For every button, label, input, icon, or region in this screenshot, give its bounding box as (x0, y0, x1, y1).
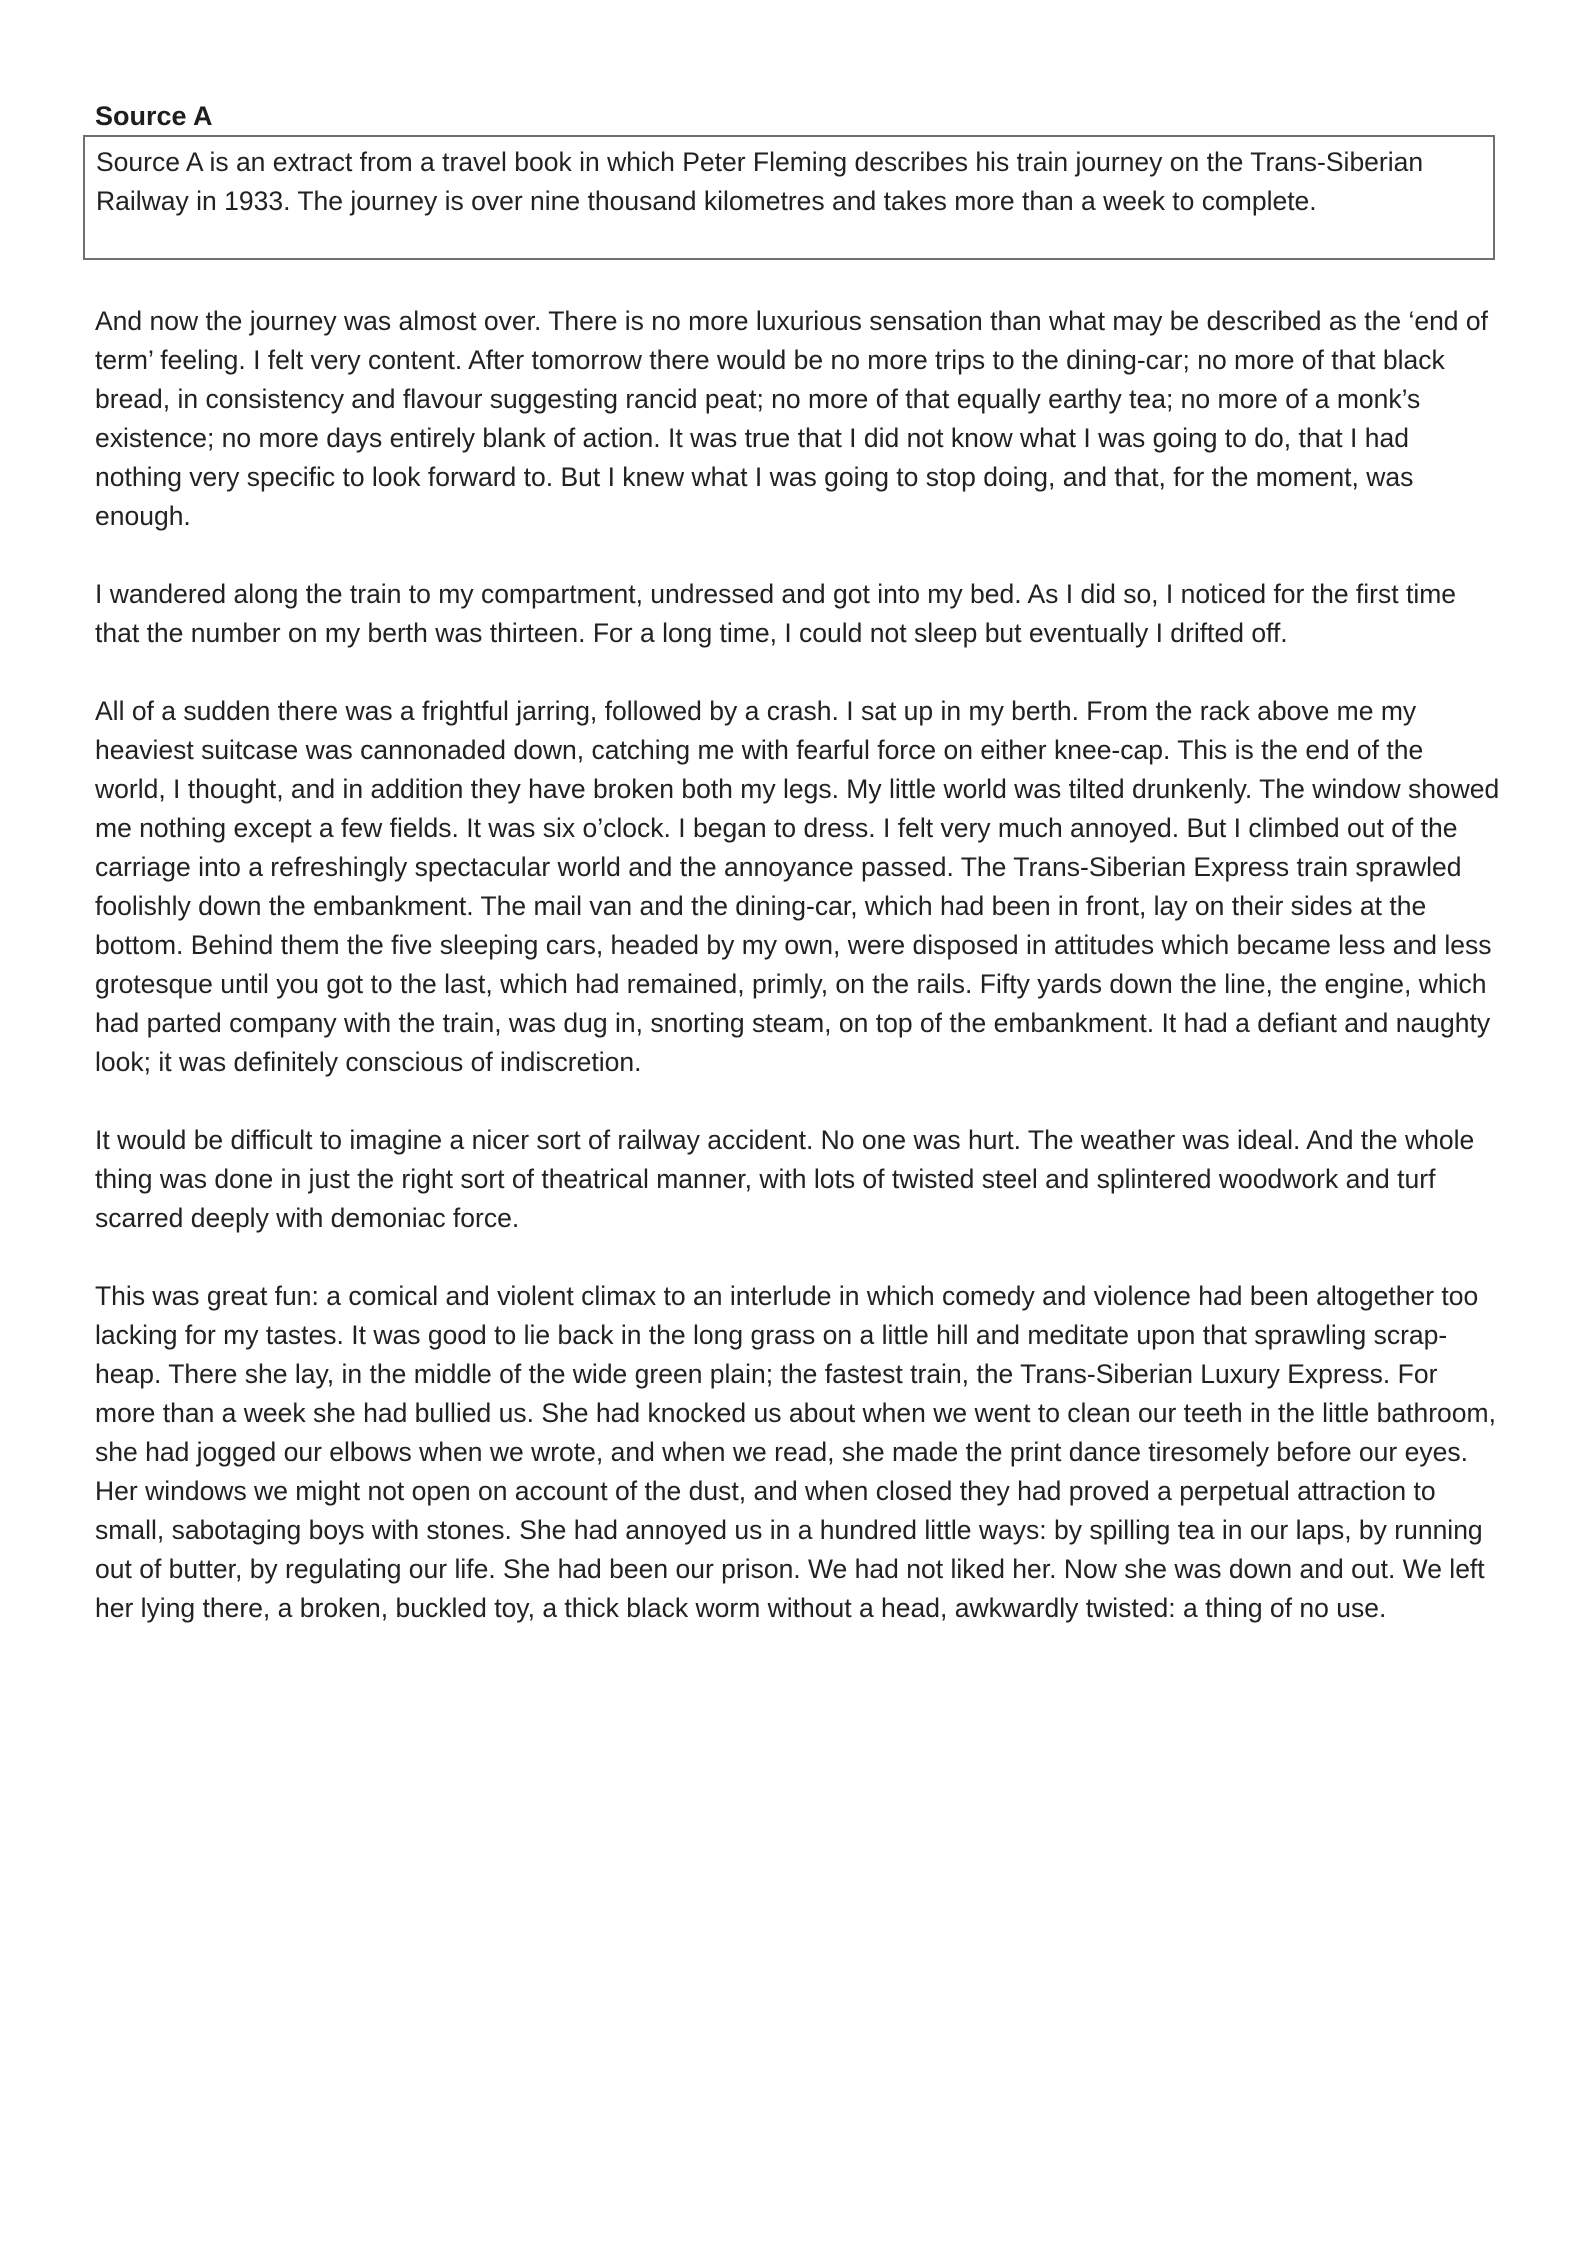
intro-text: Source A is an extract from a travel book in which Peter Fleming describes his train journey on the Trans-Siberian Railway in 1933. The journey is over nine thousand kilometres and takes more than a week to complete. (96, 147, 1424, 216)
source-heading: Source A (95, 101, 213, 131)
intro-box (83, 135, 1495, 260)
paragraph-4: It would be difficult to imagine a nicer sort of railway accident. No one was hurt. The weather was ideal. And the whole thing was done in just the right sort of theatrical manner, with lots of twisted steel and splintered woodwork and turf scarred deeply with demoniac force. (95, 1125, 1475, 1233)
paragraph-5: This was great fun: a comical and violent climax to an interlude in which comedy and violence had been altogether too lacking for my tastes. It was good to lie back in the long grass on a little hill and meditate upon that sprawling scrap-heap. There she lay, in the middle of the wide green plain; the fastest train, the Trans-Siberian Luxury Express. For more than a week she had bullied us. She had knocked us about when we went to clean our teeth in the little bathroom, she had jogged our elbows when we wrote, and when we read, she made the print dance tiresomely before our eyes. Her windows we might not open on account of the dust, and when closed they had proved a perpetual attraction to small, sabotaging boys with stones. She had annoyed us in a hundred little ways: by spilling tea in our laps, by running out of butter, by regulating our life. She had been our prison. We had not liked her. Now she was down and out. We left her lying there, a broken, buckled toy, a thick black worm without a head, awkwardly twisted: a thing of no use. (95, 1281, 1496, 1623)
paragraph-1: And now the journey was almost over. There is no more luxurious sensation than what may be described as the ‘end of term’ feeling. I felt very content. After tomorrow there would be no more trips to the dining-car; no more of that black bread, in consistency and flavour suggesting rancid peat; no more of that equally earthy tea; no more of a monk’s existence; no more days entirely blank of action. It was true that I did not know what I was going to do, that I had nothing very specific to look forward to. But I knew what I was going to stop doing, and that, for the moment, was enough. (95, 306, 1489, 531)
paragraph-2: I wandered along the train to my compartment, undressed and got into my bed. As I did so, I noticed for the first time that the number on my berth was thirteen. For a long time, I could not sleep but eventually I drifted off. (95, 579, 1457, 648)
extract-body (95, 302, 1500, 1667)
paragraph-3: All of a sudden there was a frightful jarring, followed by a crash. I sat up in my berth. From the rack above me my heaviest suitcase was cannonaded down, catching me with fearful force on either knee-cap. This is the end of the world, I thought, and in addition they have broken both my legs. My little world was tilted drunkenly. The window showed me nothing except a few fields. It was six o’clock. I began to dress. I felt very much annoyed. But I climbed out of the carriage into a refreshingly spectacular world and the annoyance passed. The Trans-Siberian Express train sprawled foolishly down the embankment. The mail van and the dining-car, which had been in front, lay on their sides at the bottom. Behind them the five sleeping cars, headed by my own, were disposed in attitudes which became less and less grotesque until you got to the last, which had remained, primly, on the rails. Fifty yards down the line, the engine, which had parted company with the train, was dug in, snorting steam, on top of the embankment. It had a defiant and naughty look; it was definitely conscious of indiscretion. (95, 696, 1500, 1077)
